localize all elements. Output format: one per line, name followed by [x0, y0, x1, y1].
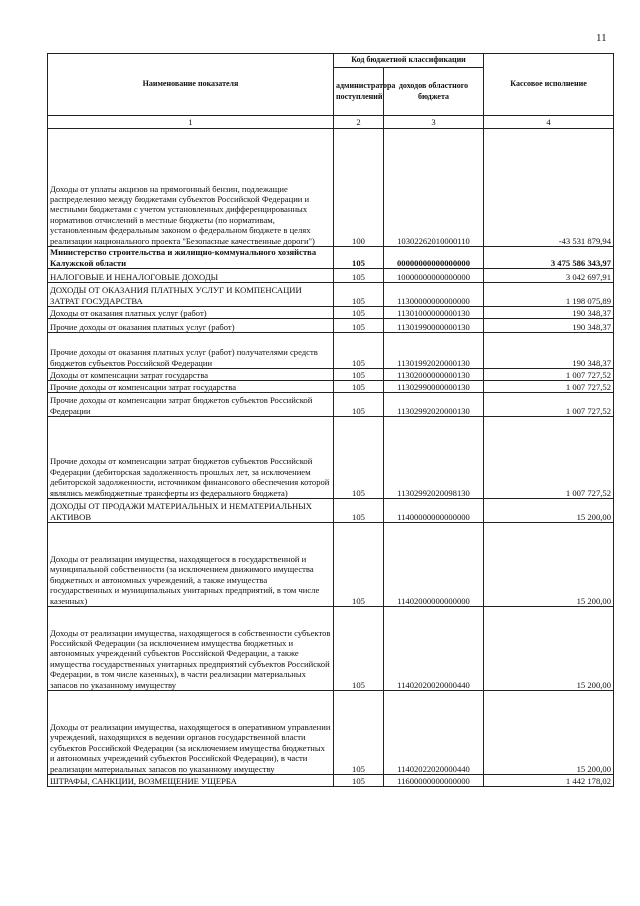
budget-code: 11402022020000440	[384, 691, 484, 775]
indicator-name: НАЛОГОВЫЕ И НЕНАЛОГОВЫЕ ДОХОДЫ	[48, 269, 334, 283]
cash-amount: 190 348,37	[484, 307, 614, 319]
budget-code: 11402020020000440	[384, 607, 484, 691]
indicator-name: Доходы от реализации имущества, находящегося в государственной и муниципальной собственности (за исключением движимого имущества бюджетных и автономных учреждений, а также имущества государственных и муниципальных унитарных предприятий, в том числе казенных)	[48, 523, 334, 607]
admin-code: 105	[334, 607, 384, 691]
table-row	[48, 283, 614, 307]
col-number-2: 2	[334, 116, 384, 129]
indicator-name: Доходы от уплаты акцизов на прямогонный бензин, подлежащие распределению между бюджетами субъектов Российской Федерации и местными бюджетами с учетом установленных дифференцированных нормативов отчислений в местные бюджеты (по нормативам, установленным федеральным законом о федеральном бюджете в целях реализации национального проекта "Безопасные качественные дороги")	[48, 129, 334, 247]
budget-code: 11302990000000130	[384, 381, 484, 393]
table-body	[48, 129, 614, 787]
admin-code: 105	[334, 307, 384, 319]
col-number-3: 3	[384, 116, 484, 129]
indicator-name: Доходы от реализации имущества, находящегося в оперативном управлении учреждений, находящихся в ведении органов государственной власти субъектов Российской Федерации (за исключением имущества бюджетных и автономных учреждений субъектов Российской Федерации), в части реализации материальных запасов по указанному имуществу	[48, 691, 334, 775]
admin-code: 105	[334, 319, 384, 333]
cash-amount: 1 007 727,52	[484, 393, 614, 417]
indicator-name: Министерство строительства и жилищно-коммунального хозяйства Калужской области	[48, 247, 334, 269]
table-row	[48, 269, 614, 283]
cash-amount: 15 200,00	[484, 499, 614, 523]
col-number-4: 4	[484, 116, 614, 129]
table-row	[48, 393, 614, 417]
budget-code: 11402000000000000	[384, 523, 484, 607]
table-row	[48, 381, 614, 393]
cash-amount: 15 200,00	[484, 523, 614, 607]
budget-code: 11600000000000000	[384, 775, 484, 787]
budget-code: 11400000000000000	[384, 499, 484, 523]
col-number-1: 1	[48, 116, 334, 129]
budget-code: 11302992020098130	[384, 417, 484, 499]
cash-amount: 15 200,00	[484, 607, 614, 691]
budget-code: 11302992020000130	[384, 393, 484, 417]
page-number: 11	[596, 32, 607, 44]
indicator-name: Прочие доходы от оказания платных услуг (работ)	[48, 319, 334, 333]
cash-amount: 1 007 727,52	[484, 381, 614, 393]
cash-amount: 3 475 586 343,97	[484, 247, 614, 269]
cash-amount: 3 042 697,91	[484, 269, 614, 283]
cash-amount: 15 200,00	[484, 691, 614, 775]
cash-amount: 1 442 178,02	[484, 775, 614, 787]
admin-code: 105	[334, 283, 384, 307]
table-row	[48, 691, 614, 775]
header-admin: администратора поступлений	[334, 68, 384, 116]
admin-code: 105	[334, 691, 384, 775]
table-row	[48, 247, 614, 269]
indicator-name: Прочие доходы от компенсации затрат бюджетов субъектов Российской Федерации (дебиторская задолженность прошлых лет, за исключением дебиторской задолженности, источником финансового обеспечения которой являлись межбюджетные трансферты из федерального бюджета)	[48, 417, 334, 499]
admin-code: 105	[334, 499, 384, 523]
header-cash-execution: Кассовое исполнение	[484, 54, 614, 116]
table-row	[48, 499, 614, 523]
header-code-group: Код бюджетной классификации	[334, 54, 484, 68]
indicator-name: ДОХОДЫ ОТ ПРОДАЖИ МАТЕРИАЛЬНЫХ И НЕМАТЕРИАЛЬНЫХ АКТИВОВ	[48, 499, 334, 523]
indicator-name: Прочие доходы от компенсации затрат бюджетов субъектов Российской Федерации	[48, 393, 334, 417]
table-row	[48, 523, 614, 607]
indicator-name: Доходы от компенсации затрат государства	[48, 369, 334, 381]
budget-code: 11302000000000130	[384, 369, 484, 381]
admin-code: 105	[334, 417, 384, 499]
table-row	[48, 333, 614, 369]
cash-amount: 190 348,37	[484, 319, 614, 333]
table-row	[48, 369, 614, 381]
admin-code: 105	[334, 369, 384, 381]
admin-code: 100	[334, 129, 384, 247]
table-row	[48, 417, 614, 499]
table-row	[48, 775, 614, 787]
indicator-name: Доходы от реализации имущества, находящегося в собственности субъектов Российской Федерации (за исключением имущества бюджетных и автономных учреждений субъектов Российской Федерации, а также имущества государственных унитарных предприятий субъектов Российской Федерации, в том числе казенных), в части реализации материальных запасов по указанному имуществу	[48, 607, 334, 691]
indicator-name: Доходы от оказания платных услуг (работ)	[48, 307, 334, 319]
budget-code: 10000000000000000	[384, 269, 484, 283]
indicator-name: Прочие доходы от оказания платных услуг (работ) получателями средств бюджетов субъектов Российской Федерации	[48, 333, 334, 369]
header-name: Наименование показателя	[48, 54, 334, 116]
budget-code: 00000000000000000	[384, 247, 484, 269]
admin-code: 105	[334, 247, 384, 269]
table-row	[48, 319, 614, 333]
cash-amount: 1 007 727,52	[484, 417, 614, 499]
indicator-name: ДОХОДЫ ОТ ОКАЗАНИЯ ПЛАТНЫХ УСЛУГ И КОМПЕНСАЦИИ ЗАТРАТ ГОСУДАРСТВА	[48, 283, 334, 307]
budget-code: 11301990000000130	[384, 319, 484, 333]
cash-amount: 1 007 727,52	[484, 369, 614, 381]
budget-execution-table	[47, 53, 614, 787]
header-income: доходов областного бюджета	[384, 68, 484, 116]
table-row	[48, 129, 614, 247]
budget-code: 11301000000000130	[384, 307, 484, 319]
cash-amount: 1 198 075,89	[484, 283, 614, 307]
admin-code: 105	[334, 269, 384, 283]
cash-amount: 190 348,37	[484, 333, 614, 369]
admin-code: 105	[334, 775, 384, 787]
table-row	[48, 307, 614, 319]
admin-code: 105	[334, 381, 384, 393]
cash-amount: -43 531 879,94	[484, 129, 614, 247]
budget-code: 10302262010000110	[384, 129, 484, 247]
indicator-name: ШТРАФЫ, САНКЦИИ, ВОЗМЕЩЕНИЕ УЩЕРБА	[48, 775, 334, 787]
indicator-name: Прочие доходы от компенсации затрат государства	[48, 381, 334, 393]
budget-code: 11300000000000000	[384, 283, 484, 307]
table-row	[48, 607, 614, 691]
admin-code: 105	[334, 523, 384, 607]
admin-code: 105	[334, 333, 384, 369]
budget-code: 11301992020000130	[384, 333, 484, 369]
admin-code: 105	[334, 393, 384, 417]
